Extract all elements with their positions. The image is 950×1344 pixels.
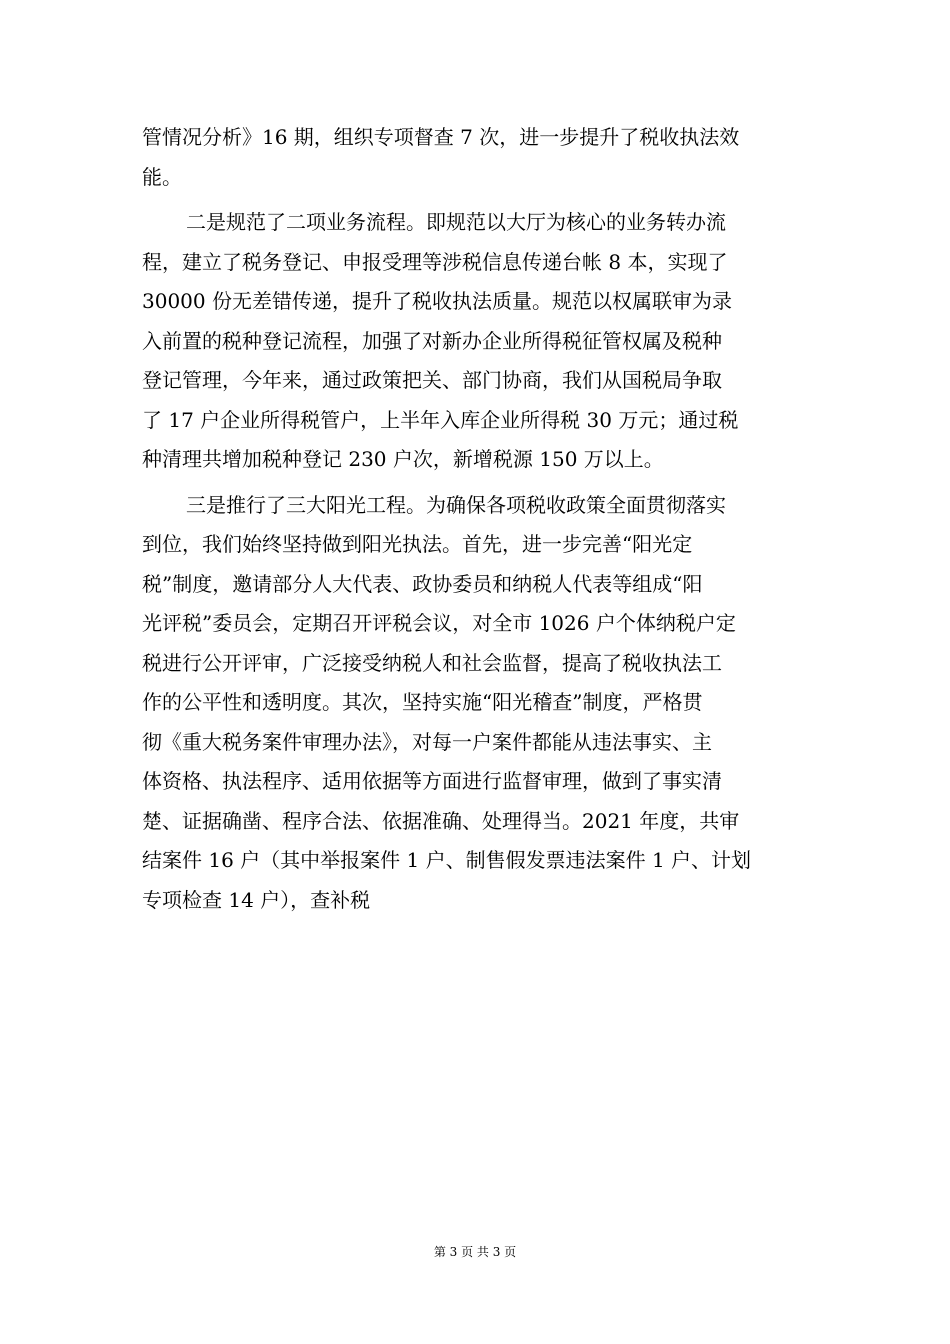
paragraph-3-line-11: 专项检查 14 户），查补税: [142, 887, 371, 912]
paragraph-3-line-9: 楚、证据确凿、程序合法、依据准确、处理得当。2021 年度，共审: [142, 808, 740, 833]
page-number-footer: 第 3 页 共 3 页: [433, 1245, 517, 1259]
paragraph-3-line-10: 结案件 16 户（其中举报案件 1 户、制售假发票违法案件 1 户、计划: [142, 848, 752, 872]
paragraph-3-line-7: 彻《重大税务案件审理办法》，对每一户案件都能从违法事实、主: [142, 729, 712, 754]
document-body: [142, 118, 808, 920]
paragraph-2-line-6: 了 17 户企业所得税管户，上半年入库企业所得税 30 万元；通过税: [142, 407, 739, 432]
paragraph-2-line-1: 二是规范了二项业务流程。即规范以大厅为核心的业务转办流: [186, 210, 726, 234]
paragraph-2-line-4: 入前置的税种登记流程，加强了对新办企业所得税征管权属及税种: [142, 328, 722, 353]
paragraph-3-line-4: 光评税”委员会，定期召开评税会议，对全市 1026 户个体纳税户定: [142, 611, 736, 635]
paragraph-3-line-3: 税”制度，邀请部分人大代表、政协委员和纳税人代表等组成“阳: [142, 571, 703, 596]
paragraph-2-line-2: 程，建立了税务登记、申报受理等涉税信息传递台帐 8 本，实现了: [142, 249, 728, 274]
paragraph-2-line-3: 30000 份无差错传递，提升了税收执法质量。规范以权属联审为录: [142, 289, 732, 313]
paragraph-1-line-2: 能。: [142, 164, 182, 189]
paragraph-2-line-5: 登记管理，今年来，通过政策把关、部门协商，我们从国税局争取: [142, 368, 722, 392]
paragraph-3-line-5: 税进行公开评审，广泛接受纳税人和社会监督，提高了税收执法工: [142, 650, 722, 675]
paragraph-3-line-2: 到位，我们始终坚持做到阳光执法。首先，进一步完善“阳光定: [142, 532, 693, 556]
paragraph-2-line-7: 种清理共增加税种登记 230 户次，新增税源 150 万以上。: [142, 447, 664, 471]
paragraph-1-line-1: 管情况分析》16 期，组织专项督查 7 次，进一步提升了税收执法效: [142, 125, 740, 149]
paragraph-3-line-8: 体资格、执法程序、适用依据等方面进行监督审理，做到了事实清: [142, 769, 722, 793]
paragraph-3-line-6: 作的公平性和透明度。其次，坚持实施“阳光稽查”制度，严格贯: [142, 690, 703, 714]
paragraph-3-line-1: 三是推行了三大阳光工程。为确保各项税收政策全面贯彻落实: [186, 492, 726, 517]
